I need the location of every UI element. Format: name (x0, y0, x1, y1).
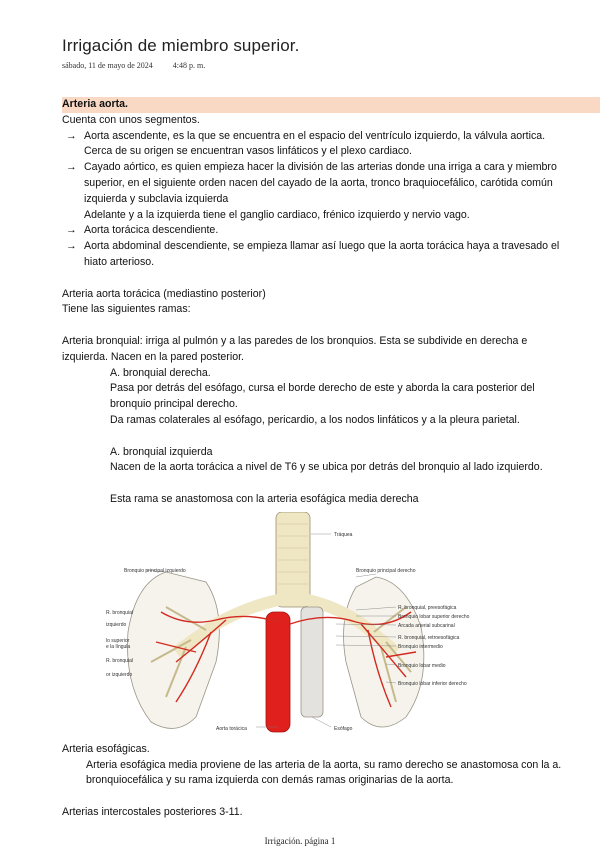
page-footer: Irrigación. página 1 (264, 836, 336, 846)
section-heading-toracica: Arteria aorta torácica (mediastino posterior) (62, 287, 266, 300)
bronchial-arteries-illustration (106, 512, 486, 742)
figure-label: e la língula (106, 643, 131, 650)
note-date: sábado, 11 de mayo de 2024 (62, 61, 153, 70)
figure-label: R. bronquial (106, 609, 133, 616)
figure-label: Esófago (334, 725, 353, 732)
section-subheading: Tiene las siguientes ramas: (62, 303, 191, 316)
arrow-bullet-icon: → (66, 129, 77, 142)
bullet-line: hiato arterioso. (84, 255, 155, 268)
subsection-bronquial-derecha (62, 366, 600, 508)
paragraph-line: Pasa por detrás del esófago, cursa el borde derecho de este y aborda la cara posterior del (110, 382, 535, 395)
anatomy-figure (106, 512, 486, 742)
figure-label: Bronquio principal derecho (356, 567, 416, 574)
note-metadata (62, 61, 223, 70)
figure-label: Arcada arterial subcarinal (398, 622, 455, 629)
figure-label: or izquierdo (106, 671, 133, 678)
figure-label: Bronquio principal izquierdo (124, 567, 186, 574)
paragraph-line: Arteria esofágica media proviene de las arteria de la aorta, su ramo derecho se anastomosa con la a. (86, 758, 562, 771)
figure-label: Bronquio lobar medio (398, 662, 446, 669)
arrow-bullet-icon: → (66, 240, 77, 253)
figure-label: Bronquio lobar inferior derecho (398, 680, 467, 687)
note-body (62, 97, 600, 821)
section-heading-esofagicas: Arteria esofágicas. (62, 742, 150, 755)
note-time: 4:48 p. m. (172, 61, 206, 70)
figure-label: R. bronquial, preesofágica (398, 604, 457, 611)
figure-label: R. bronquial, retroesofágica (398, 634, 460, 641)
subsection-title: A. bronquial derecha. (110, 366, 211, 379)
section-intro: Cuenta con unos segmentos. (62, 113, 200, 126)
paragraph-line: Da ramas colaterales al esófago, pericardio, a los nodos linfáticos y a la pleura parietal. (110, 413, 520, 426)
section-heading-aorta: Arteria aorta. (62, 97, 600, 113)
bullet-line: superior, en el siguiente orden nacen del cayado de la aorta, tronco braquiocefálico, carótida común (84, 176, 553, 189)
paragraph-line: bronquio principal derecho. (110, 398, 238, 411)
figure-label: Aorta torácica (216, 725, 247, 732)
paragraph-line: Arteria bronquial: irriga al pulmón y a las paredes de los bronquios. Esta se subdivide en derecha e (62, 334, 528, 347)
figure-label: lo superior (106, 637, 130, 644)
bullet-line: Aorta abdominal descendiente, se empieza llamar así luego que la aorta torácica haya a travesado el (84, 240, 560, 253)
figure-label: izquierdo (106, 621, 127, 628)
bullet-item (62, 160, 600, 223)
bullet-item (62, 223, 600, 239)
figure-label: Tráquea (334, 531, 353, 538)
bullet-line: Aorta torácica descendiente. (84, 224, 219, 237)
figure-label: R. bronquial (106, 657, 133, 664)
section-heading-intercostales: Arterias intercostales posteriores 3-11. (62, 805, 243, 818)
bullet-item (62, 129, 600, 161)
arrow-bullet-icon: → (66, 224, 77, 237)
bullet-item (62, 239, 600, 271)
page-title: Irrigación de miembro superior. (62, 36, 300, 55)
bullet-line: Aorta ascendente, es la que se encuentra en el espacio del ventrículo izquierdo, la válvula aortica. (84, 129, 546, 142)
paragraph-line: Nacen de la aorta torácica a nivel de T6 y se ubica por detrás del bronquio al lado izquierdo. (110, 461, 543, 474)
figure-label: Bronquio intermedio (398, 643, 443, 650)
arrow-bullet-icon: → (66, 161, 77, 174)
subsection-title: A. bronquial izquierda (110, 445, 213, 458)
bullet-line: izquierda y subclavia izquierda (84, 192, 229, 205)
bullet-line: Cayado aórtico, es quien empieza hacer la división de las arterias donde una irriga a cara y miembro (84, 161, 557, 174)
paragraph-line: Esta rama se anastomosa con la arteria esofágica media derecha (110, 492, 419, 505)
bullet-line: Adelante y a la izquierda tiene el ganglio cardiaco, frénico izquierdo y nervio vago. (84, 208, 470, 221)
paragraph-line: izquierda. Nacen en la pared posterior. (62, 350, 244, 363)
bullet-line: Cerca de su origen se encuentran vasos linfáticos y el plexo cardiaco. (84, 145, 412, 158)
paragraph-line: bronquiocefálica y su rama izquierda con demás ramas originarias de la aorta. (86, 774, 454, 787)
figure-label: Bronquio lobar superior derecho (398, 613, 470, 620)
